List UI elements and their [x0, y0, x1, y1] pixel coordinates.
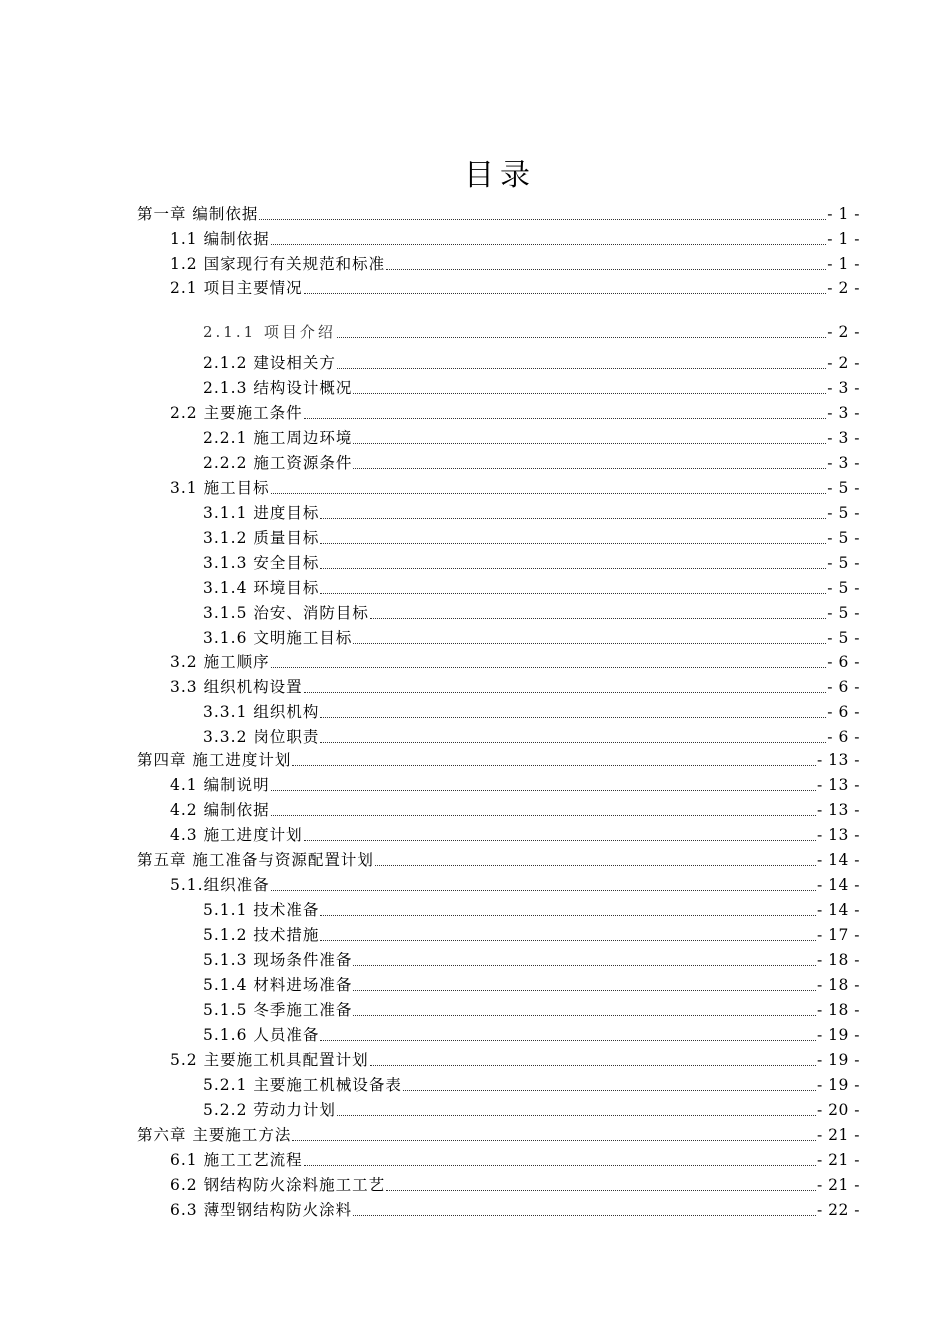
- toc-entry[interactable]: [203, 1021, 860, 1045]
- toc-entry[interactable]: [170, 399, 860, 423]
- toc-leader-dots: [304, 839, 816, 841]
- toc-entry[interactable]: [203, 1071, 860, 1095]
- toc-entry[interactable]: [203, 624, 860, 648]
- toc-entry-page: - 18 -: [816, 951, 860, 969]
- toc-entry-page: - 13 -: [816, 751, 860, 769]
- toc-entry-page: - 14 -: [816, 901, 860, 919]
- toc-entry[interactable]: [203, 549, 860, 573]
- toc-leader-dots: [259, 218, 826, 220]
- toc-entry-label: 5.1.2 技术措施: [203, 926, 320, 944]
- toc-entry[interactable]: [203, 374, 860, 398]
- toc-leader-dots: [292, 764, 816, 766]
- toc-entry[interactable]: [170, 250, 860, 274]
- toc-entry-page: - 3 -: [827, 404, 860, 422]
- toc-entry-page: - 13 -: [816, 826, 860, 844]
- toc-entry-label: 第五章 施工准备与资源配置计划: [137, 851, 374, 869]
- toc-entry[interactable]: [137, 1121, 860, 1145]
- toc-leader-dots: [320, 592, 826, 594]
- toc-entry-page: - 2 -: [827, 354, 860, 372]
- toc-entry-label: 2.2 主要施工条件: [170, 404, 303, 422]
- toc-entry-label: 5.2.2 劳动力计划: [203, 1101, 336, 1119]
- toc-entry[interactable]: [170, 474, 860, 498]
- toc-entry-page: - 1 -: [827, 255, 860, 273]
- toc-entry[interactable]: [203, 971, 860, 995]
- toc-entry-page: - 6 -: [827, 678, 860, 696]
- toc-entry-label: 3.1.4 环境目标: [203, 579, 320, 597]
- toc-entry-label: 2.1.2 建设相关方: [203, 354, 336, 372]
- toc-entry[interactable]: [203, 723, 860, 747]
- toc-entry-label: 2.2.2 施工资源条件: [203, 454, 353, 472]
- toc-leader-dots: [375, 864, 816, 866]
- toc-entry-label: 3.3.2 岗位职责: [203, 728, 320, 746]
- toc-leader-dots: [320, 567, 826, 569]
- toc-entry-page: - 1 -: [827, 230, 860, 248]
- toc-entry-label: 5.1.1 技术准备: [203, 901, 320, 919]
- toc-leader-dots: [337, 336, 826, 338]
- toc-title: 目录: [464, 158, 536, 193]
- toc-leader-dots: [320, 716, 826, 718]
- toc-leader-dots: [271, 789, 816, 791]
- toc-leader-dots: [353, 1214, 816, 1216]
- toc-entry[interactable]: [170, 673, 860, 697]
- toc-entry[interactable]: [170, 1196, 860, 1220]
- toc-entry[interactable]: [203, 574, 860, 598]
- toc-entry-label: 第六章 主要施工方法: [137, 1126, 292, 1144]
- toc-entry-label: 4.1 编制说明: [170, 776, 270, 794]
- toc-entry-label: 2.2.1 施工周边环境: [203, 429, 353, 447]
- toc-entry-page: - 21 -: [816, 1126, 860, 1144]
- toc-entry[interactable]: [203, 349, 860, 373]
- toc-entry-label: 1.2 国家现行有关规范和标准: [170, 255, 386, 273]
- toc-leader-dots: [271, 814, 816, 816]
- toc-entry[interactable]: [203, 896, 860, 920]
- toc-entry-label: 3.1.6 文明施工目标: [203, 629, 353, 647]
- toc-entry-page: - 13 -: [816, 776, 860, 794]
- toc-entry-label: 3.1.1 进度目标: [203, 504, 320, 522]
- toc-leader-dots: [353, 989, 816, 991]
- toc-leader-dots: [320, 542, 826, 544]
- toc-entry[interactable]: [203, 424, 860, 448]
- toc-leader-dots: [304, 292, 827, 294]
- toc-entry-page: - 14 -: [816, 851, 860, 869]
- toc-entry-label: 3.2 施工顺序: [170, 653, 270, 671]
- toc-entry-label: 2.1 项目主要情况: [170, 279, 303, 297]
- toc-entry-page: - 14 -: [816, 876, 860, 894]
- toc-entry-page: - 19 -: [816, 1051, 860, 1069]
- toc-entry-page: - 21 -: [816, 1176, 860, 1194]
- toc-entry-label: 1.1 编制依据: [170, 230, 270, 248]
- toc-entry[interactable]: [170, 771, 860, 795]
- toc-entry[interactable]: [170, 648, 860, 672]
- toc-entry-page: - 19 -: [816, 1076, 860, 1094]
- toc-entry[interactable]: [203, 946, 860, 970]
- toc-entry-page: - 6 -: [827, 728, 860, 746]
- toc-entry-label: 5.1.组织准备: [170, 876, 270, 894]
- toc-leader-dots: [271, 889, 816, 891]
- toc-entry-page: - 3 -: [827, 454, 860, 472]
- toc-leader-dots: [320, 914, 816, 916]
- toc-entry-page: - 2 -: [827, 279, 860, 297]
- toc-entry-page: - 17 -: [816, 926, 860, 944]
- toc-entry[interactable]: [203, 1096, 860, 1120]
- toc-leader-dots: [353, 467, 826, 469]
- toc-leader-dots: [304, 691, 827, 693]
- toc-entry-page: - 5 -: [827, 529, 860, 547]
- toc-leader-dots: [353, 642, 826, 644]
- toc-leader-dots: [271, 492, 827, 494]
- toc-entry-page: - 5 -: [827, 479, 860, 497]
- toc-entry-label: 5.2 主要施工机具配置计划: [170, 1051, 369, 1069]
- toc-leader-dots: [320, 1039, 816, 1041]
- toc-leader-dots: [320, 517, 826, 519]
- toc-leader-dots: [271, 243, 827, 245]
- toc-entry[interactable]: [137, 200, 860, 224]
- toc-entry[interactable]: [203, 599, 860, 623]
- toc-entry[interactable]: [203, 312, 860, 342]
- toc-entry-page: - 19 -: [816, 1026, 860, 1044]
- toc-entry-label: 5.1.5 冬季施工准备: [203, 1001, 353, 1019]
- toc-entry[interactable]: [170, 821, 860, 845]
- toc-entry-label: 2.1.3 结构设计概况: [203, 379, 353, 397]
- toc-entry-page: - 2 -: [827, 323, 860, 341]
- toc-entry-label: 第四章 施工进度计划: [137, 751, 292, 769]
- toc-entry-label: 6.1 施工工艺流程: [170, 1151, 303, 1169]
- toc-leader-dots: [353, 392, 826, 394]
- toc-entry-page: - 18 -: [816, 976, 860, 994]
- toc-entry[interactable]: [170, 274, 860, 298]
- toc-entry[interactable]: [203, 449, 860, 473]
- toc-entry[interactable]: [170, 1046, 860, 1070]
- toc-entry-label: 第一章 编制依据: [137, 205, 259, 223]
- toc-leader-dots: [370, 1064, 816, 1066]
- toc-entry[interactable]: [203, 921, 860, 945]
- toc-entry-label: 6.2 钢结构防火涂料施工工艺: [170, 1176, 386, 1194]
- toc-entry-page: - 18 -: [816, 1001, 860, 1019]
- toc-leader-dots: [353, 1014, 816, 1016]
- toc-entry[interactable]: [203, 996, 860, 1020]
- toc-entry[interactable]: [137, 846, 860, 870]
- toc-entry-label: 4.2 编制依据: [170, 801, 270, 819]
- toc-entry-page: - 5 -: [827, 604, 860, 622]
- toc-leader-dots: [386, 268, 826, 270]
- toc-leader-dots: [304, 1164, 816, 1166]
- toc-entry-label: 6.3 薄型钢结构防火涂料: [170, 1201, 353, 1219]
- toc-leader-dots: [320, 741, 826, 743]
- toc-entry-label: 4.3 施工进度计划: [170, 826, 303, 844]
- toc-entry-label: 5.2.1 主要施工机械设备表: [203, 1076, 402, 1094]
- toc-leader-dots: [353, 964, 816, 966]
- toc-leader-dots: [403, 1089, 816, 1091]
- toc-entry-label: 2.1.1 项目介绍: [203, 323, 336, 341]
- toc-entry[interactable]: [203, 499, 860, 523]
- toc-entry-label: 3.1 施工目标: [170, 479, 270, 497]
- toc-leader-dots: [353, 442, 826, 444]
- toc-entry-page: - 13 -: [816, 801, 860, 819]
- toc-entry-label: 3.1.3 安全目标: [203, 554, 320, 572]
- toc-leader-dots: [320, 939, 816, 941]
- toc-entry-page: - 6 -: [827, 703, 860, 721]
- toc-entry[interactable]: [170, 1146, 860, 1170]
- toc-entry-page: - 3 -: [827, 379, 860, 397]
- toc-entry[interactable]: [203, 524, 860, 548]
- toc-entry[interactable]: [137, 746, 860, 770]
- toc-leader-dots: [292, 1139, 816, 1141]
- toc-entry[interactable]: [170, 1171, 860, 1195]
- toc-entry-page: - 5 -: [827, 504, 860, 522]
- toc-entry-page: - 21 -: [816, 1151, 860, 1169]
- toc-entry-page: - 1 -: [827, 205, 860, 223]
- toc-leader-dots: [304, 417, 827, 419]
- toc-entry-label: 5.1.3 现场条件准备: [203, 951, 353, 969]
- toc-entry-label: 3.3.1 组织机构: [203, 703, 320, 721]
- toc-entry-label: 5.1.4 材料进场准备: [203, 976, 353, 994]
- toc-entry-page: - 5 -: [827, 579, 860, 597]
- toc-entry-label: 3.3 组织机构设置: [170, 678, 303, 696]
- toc-entry-page: - 3 -: [827, 429, 860, 447]
- toc-entry-label: 3.1.5 治安、消防目标: [203, 604, 369, 622]
- toc-entry-page: - 5 -: [827, 554, 860, 572]
- toc-leader-dots: [337, 367, 826, 369]
- toc-entry-label: 5.1.6 人员准备: [203, 1026, 320, 1044]
- toc-entry[interactable]: [203, 698, 860, 722]
- toc-entry-label: 3.1.2 质量目标: [203, 529, 320, 547]
- toc-entry[interactable]: [170, 225, 860, 249]
- toc-entry-page: - 6 -: [827, 653, 860, 671]
- toc-leader-dots: [370, 617, 826, 619]
- toc-leader-dots: [386, 1189, 816, 1191]
- toc-entry[interactable]: [170, 871, 860, 895]
- toc-entry-page: - 20 -: [816, 1101, 860, 1119]
- toc-entry[interactable]: [170, 796, 860, 820]
- toc-entry-page: - 22 -: [816, 1201, 860, 1219]
- toc-leader-dots: [271, 666, 827, 668]
- toc-entry-page: - 5 -: [827, 629, 860, 647]
- toc-leader-dots: [337, 1114, 816, 1116]
